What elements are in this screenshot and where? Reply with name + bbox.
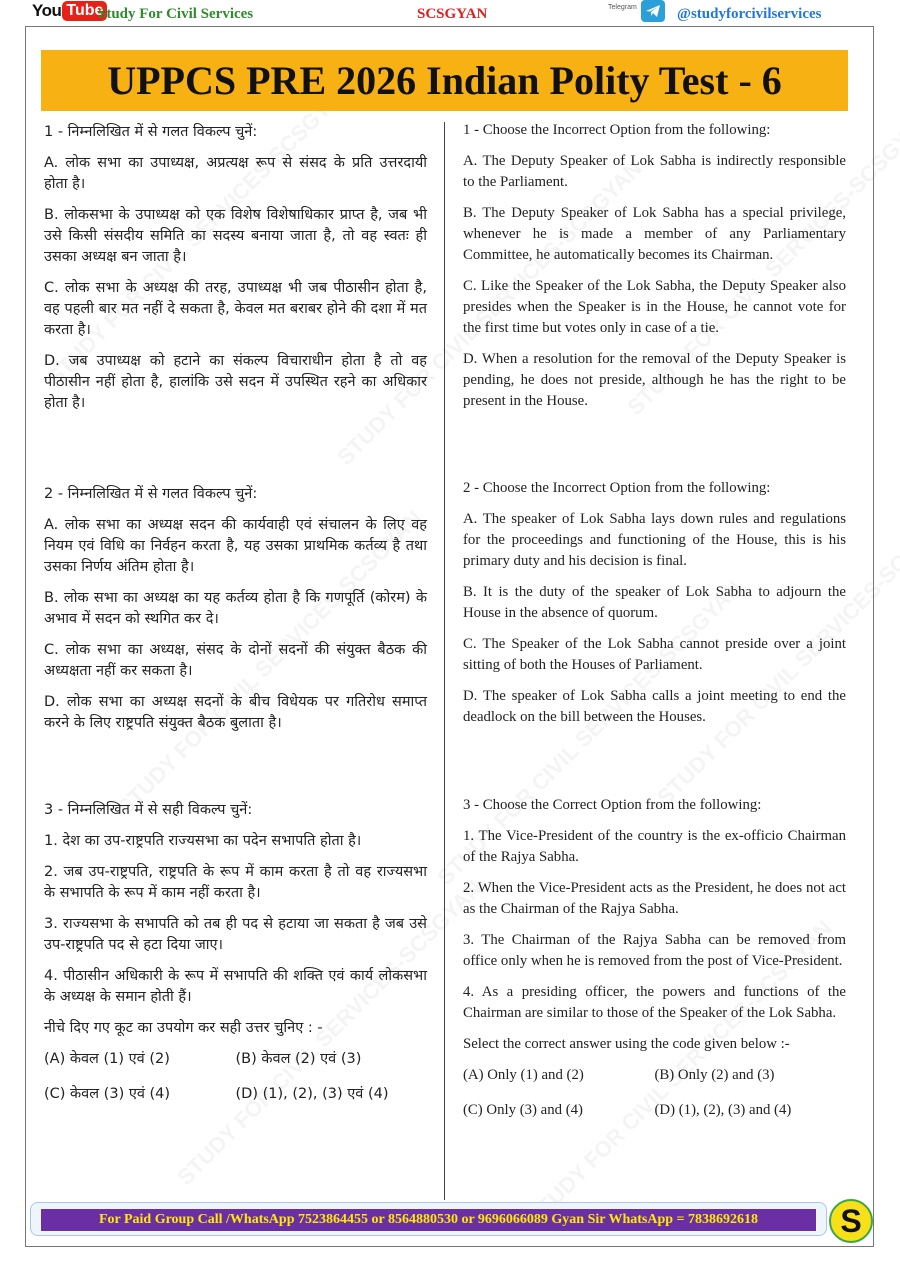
brand-logo: S xyxy=(829,1199,873,1243)
option-b: B. लोक सभा का अध्यक्ष का यह कर्तव्य होता है कि गणपूर्ति (कोरम) के अभाव में सदन को स्थगित कर दे। xyxy=(44,590,427,627)
telegram-label: Telegram xyxy=(608,4,637,11)
answer-instruction: नीचे दिए गए कूट का उपयोग कर सही उत्तर चुनिए : - xyxy=(44,1020,323,1036)
option-d: D. When a resolution for the removal of the Deputy Speaker is pending, he does not preside, although he has the right to be present in the House. xyxy=(463,351,846,409)
option-a: A. लोक सभा का अध्यक्ष सदन की कार्यवाही एवं संचालन के लिए वह नियम एवं विधि का निर्वहन करता है, यह उसका प्राथमिक कर्तव्य है तथा उसका निर्णय अंतिम होता है। xyxy=(44,517,427,575)
statement-1: 1. The Vice-President of the country is the ex-officio Chairman of the Rajya Sabha. xyxy=(463,828,846,865)
option-d: D. लोक सभा का अध्यक्ष सदनों के बीच विधेयक पर गतिरोध समाप्त करने के लिए राष्ट्रपति संयुक्त बैठक बुलाता है। xyxy=(44,694,427,731)
statement-3: 3. राज्यसभा के सभापति को तब ही पद से हटाया जा सकता है जब उसे उप-राष्ट्रपति पद से हटा दिया जाए। xyxy=(44,916,427,953)
question-stem: 3 - निम्नलिखित में से सही विकल्प चुनें: xyxy=(44,802,253,818)
social-handle[interactable]: @studyforcivilservices xyxy=(677,6,822,22)
statement-1: 1. देश का उप-राष्ट्रपति राज्यसभा का पदेन सभापति होता है। xyxy=(44,833,362,849)
paper-plane-icon xyxy=(641,0,665,22)
question-stem: 2 - Choose the Incorrect Option from the following: xyxy=(463,480,771,496)
option-b: B. लोकसभा के उपाध्यक्ष को एक विशेष विशेषाधिकार प्राप्त है, जब भी उसे किसी संसदीय समिति का सदस्य बनाया जाता है, तो वह स्वतः ही उसका अध्यक्ष बन जाता है। xyxy=(44,207,427,265)
statement-3: 3. The Chairman of the Rajya Sabha can be removed from office only when he is removed from the post of Vice-President. xyxy=(463,932,846,969)
option-b: (B) Only (2) and (3) xyxy=(654,1067,775,1083)
top-bar xyxy=(0,0,900,26)
question-3-hindi xyxy=(44,800,427,1119)
question-stem: 1 - Choose the Incorrect Option from the following: xyxy=(463,122,771,138)
question-1-hindi xyxy=(44,122,427,424)
option-c: C. लोक सभा का अध्यक्ष, संसद के दोनों सदनों की संयुक्त बैठक की अध्यक्षता नहीं कर सकता है। xyxy=(44,642,427,679)
option-c: C. Like the Speaker of the Lok Sabha, the Deputy Speaker also presides when the Speaker is in the House, he cannot vote for the first time but votes only in case of a tie. xyxy=(463,278,846,336)
question-1-english xyxy=(463,120,846,422)
question-stem: 2 - निम्नलिखित में से गलत विकल्प चुनें: xyxy=(44,486,258,502)
option-d: (D) (1), (2), (3) एवं (4) xyxy=(235,1086,389,1102)
youtube-logo[interactable]: You Tube xyxy=(32,1,107,21)
answer-instruction: Select the correct answer using the code given below :- xyxy=(463,1036,790,1052)
option-d: (D) (1), (2), (3) and (4) xyxy=(654,1102,792,1118)
contact-strip xyxy=(41,1209,816,1231)
option-c: C. The Speaker of the Lok Sabha cannot preside over a joint sitting of both the Houses of Parliament. xyxy=(463,636,846,673)
question-2-hindi xyxy=(44,484,427,744)
question-2-english xyxy=(463,478,846,738)
statement-4: 4. As a presiding officer, the powers and functions of the Chairman are similar to those of the Speaker of the Lok Sabha. xyxy=(463,984,846,1021)
question-stem: 3 - Choose the Correct Option from the following: xyxy=(463,797,762,813)
contact-text: For Paid Group Call /WhatsApp 7523864455 or 8564880530 or 9696066089 Gyan Sir WhatsApp = 7838692618 xyxy=(98,1212,759,1227)
option-c: (C) Only (3) and (4) xyxy=(463,1102,583,1118)
question-3-english xyxy=(463,795,846,1135)
option-a: A. The speaker of Lok Sabha lays down rules and regulations for the proceedings and functioning of the House, this is his primary duty and his decision is final. xyxy=(463,511,846,569)
option-d: D. जब उपाध्यक्ष को हटाने का संकल्प विचाराधीन होता है तो वह पीठासीन नहीं होता है, हालांकि उसे सदन में उपस्थित रहने का अधिकार होता है। xyxy=(44,353,427,411)
answer-options xyxy=(44,1049,427,1119)
brand-name: SCSGYAN xyxy=(417,6,488,22)
option-a: A. The Deputy Speaker of Lok Sabha is indirectly responsible to the Parliament. xyxy=(463,153,846,190)
telegram-icon[interactable] xyxy=(641,0,665,22)
option-b: B. It is the duty of the speaker of Lok Sabha to adjourn the House in the absence of quorum. xyxy=(463,584,846,621)
question-stem: 1 - निम्नलिखित में से गलत विकल्प चुनें: xyxy=(44,124,258,140)
option-b: (B) केवल (2) एवं (3) xyxy=(235,1051,362,1067)
statement-2: 2. When the Vice-President acts as the President, he does not act as the Chairman of the Rajya Sabha. xyxy=(463,880,846,917)
option-a: (A) केवल (1) एवं (2) xyxy=(44,1051,170,1067)
statement-2: 2. जब उप-राष्ट्रपति, राष्ट्रपति के रूप में काम करता है तो वह राज्यसभा के सभापति के रूप में काम नहीं करता है। xyxy=(44,864,427,901)
option-b: B. The Deputy Speaker of Lok Sabha has a special privilege, whenever he is made a member of any Parliamentary Committee, he automatically becomes its Chairman. xyxy=(463,205,846,263)
option-a: A. लोक सभा का उपाध्यक्ष, अप्रत्यक्ष रूप से संसद के प्रति उत्तरदायी होता है। xyxy=(44,155,427,192)
option-d: D. The speaker of Lok Sabha calls a joint meeting to end the deadlock on the bill between the Houses. xyxy=(463,688,846,725)
answer-options xyxy=(463,1065,846,1135)
statement-4: 4. पीठासीन अधिकारी के रूप में सभापति की शक्ति एवं कार्य लोकसभा के अध्यक्ष के समान होती हैं। xyxy=(44,968,427,1005)
footer-banner xyxy=(30,1202,827,1236)
option-a: (A) Only (1) and (2) xyxy=(463,1067,584,1083)
page-title: UPPCS PRE 2026 Indian Polity Test - 6 xyxy=(41,50,848,111)
option-c: C. लोक सभा के अध्यक्ष की तरह, उपाध्यक्ष भी जब पीठासीन होता है, वह पहली बार मत नहीं दे सकता है, केवल मत बराबर होने की दशा में मत करता है। xyxy=(44,280,427,338)
option-c: (C) केवल (3) एवं (4) xyxy=(44,1086,171,1102)
channel-name: Study For Civil Services xyxy=(98,6,254,22)
column-divider xyxy=(444,122,445,1200)
